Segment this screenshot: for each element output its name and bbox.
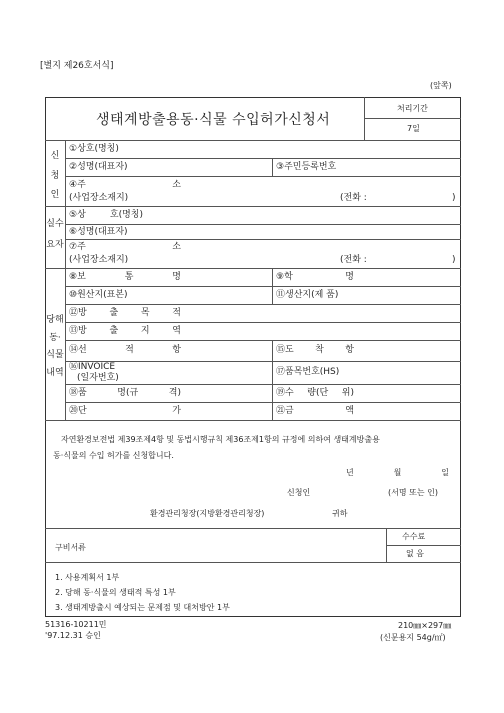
- applicant-phone-open: (전화 :: [340, 193, 367, 203]
- fee-value: 없 음: [406, 549, 424, 558]
- form-code: 51316-10211민: [45, 620, 107, 629]
- required-documents-label: 구비서류: [55, 543, 86, 552]
- importer-address-sub: (사업장소재지): [69, 255, 129, 265]
- invoice-label: ⑯INVOICE: [69, 362, 116, 372]
- applicant-address-label: ④주 소: [69, 180, 181, 190]
- origin-label: ⑩원산지(표본): [69, 290, 128, 300]
- production-label: ⑪생산지(제 품): [276, 290, 339, 300]
- applicant-address-sub: (사업장소재지): [69, 193, 129, 203]
- paper-size: 210㎜×297㎜: [398, 621, 452, 630]
- document-item: 3. 생태계방출시 예상되는 문제점 및 대처방안 1부: [55, 603, 230, 612]
- amount-label: ㉑금 액: [276, 406, 354, 416]
- importer-section-label: 실수 요자: [46, 219, 64, 250]
- applicant-phone-close: ): [452, 193, 456, 203]
- declaration-line-1: 자연환경보전법 제39조제4항 및 동법시행규칙 제36조제1항의 규정에 의하여 생태계방출용: [61, 435, 380, 444]
- scientific-name-label: ⑨학 명: [276, 272, 354, 282]
- processing-period-value: 7일: [407, 124, 420, 133]
- paper-type: (신문용지 54g/㎡): [380, 633, 446, 642]
- trade-name-label: ①상호(명칭): [69, 144, 119, 154]
- approval-date: '97.12.31 승인: [45, 631, 101, 640]
- loading-port-label: ⑭선 적 항: [69, 345, 181, 355]
- unit-price-label: ⑳단 가: [69, 406, 181, 416]
- form-frame: [45, 97, 461, 617]
- species-section-label: 당해 동· 식물 내역: [46, 315, 64, 378]
- document-item: 2. 당해 동·식물의 생태적 특성 1부: [55, 588, 176, 597]
- hs-code-label: ⑰품목번호(HS): [276, 367, 340, 377]
- common-name-label: ⑧보 통 명: [69, 272, 181, 282]
- applicant-sign-label: 신청인: [287, 488, 311, 497]
- front-mark: (앞쪽): [430, 81, 452, 90]
- importer-phone-close: ): [452, 255, 456, 265]
- form-number: [별지 제26호서식]: [40, 61, 114, 71]
- applicant-name-label: ②성명(대표자): [69, 162, 128, 172]
- sign-note: (서명 또는 인): [388, 488, 438, 497]
- document-item: 1. 사용계획서 1부: [55, 573, 120, 582]
- export-purpose-label: ⑫방 출 목 적: [69, 308, 181, 318]
- export-area-label: ⑬방 출 지 역: [69, 326, 181, 336]
- arrival-port-label: ⑮도 착 항: [276, 345, 354, 355]
- recipient-honorific: 귀하: [332, 509, 348, 518]
- importer-address-label: ⑦주 소: [69, 242, 181, 252]
- declaration-line-2: 동·식물의 수입 허가를 신청합니다.: [53, 451, 174, 460]
- applicant-section-label: 신 청 인: [50, 151, 60, 200]
- invoice-sub-label: (일자번호): [77, 373, 119, 383]
- importer-phone-open: (전화 :: [340, 255, 367, 265]
- quantity-label: ⑲수 량(단 위): [276, 388, 354, 398]
- item-name-label: ⑱품 명(규 격): [69, 388, 181, 398]
- processing-period-label: 처리기간: [397, 104, 428, 113]
- form-title: 생태계방출용동·식물 수입허가신청서: [96, 112, 331, 128]
- importer-name-label: ⑥성명(대표자): [69, 227, 128, 237]
- recipient: 환경관리청장(지방환경관리청장): [150, 509, 265, 518]
- application-date: 년 월 일: [346, 468, 449, 477]
- fee-label: 수수료: [402, 532, 426, 541]
- resident-number-label: ③주민등록번호: [276, 162, 337, 172]
- importer-trade-label: ⑤상 호(명칭): [69, 210, 143, 220]
